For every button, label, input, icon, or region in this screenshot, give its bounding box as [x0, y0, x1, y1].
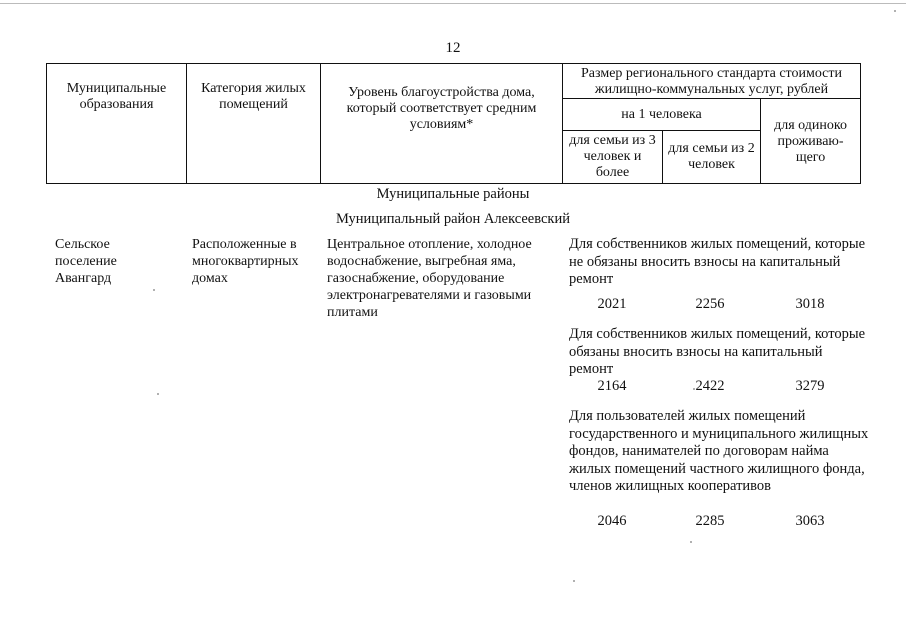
- header-municipal-formations: Муниципальные образования: [47, 64, 187, 184]
- amenity-level-cell: Центральное отопление, холодное водоснабжение, выгребная яма, газоснабжение, оборудование электронагревателями и газовыми плитами: [327, 237, 532, 320]
- scan-speck: [690, 541, 692, 543]
- value-single: 3279: [795, 378, 825, 394]
- header-family-2: для семьи из 2 человек: [663, 131, 761, 184]
- value-single: 3018: [795, 296, 825, 312]
- header-housing-category: Категория жилых помещений: [187, 64, 321, 184]
- scan-speck: [153, 289, 155, 291]
- value-family-3-plus: 2046: [597, 513, 627, 529]
- header-table: [46, 63, 861, 184]
- district-title: Муниципальный район Алексеевский: [335, 211, 571, 227]
- value-family-3-plus: 2164: [597, 378, 627, 394]
- municipality-cell: Сельское поселение Авангард: [55, 237, 117, 286]
- value-family-3-plus: 2021: [597, 296, 627, 312]
- header-amenity-level: Уровень благоустройства дома, который соответствует средним условиям*: [321, 64, 563, 184]
- page-number: 12: [445, 40, 461, 56]
- value-family-2: 2256: [695, 296, 725, 312]
- value-family-2: 2285: [695, 513, 725, 529]
- section-title: Муниципальные районы: [376, 186, 530, 202]
- scan-speck: [894, 10, 896, 12]
- value-family-2: 2422: [695, 378, 725, 394]
- header-per-person: на 1 человека: [563, 99, 761, 131]
- value-single: 3063: [795, 513, 825, 529]
- scan-edge-line: [0, 3, 906, 4]
- group-label: Для собственников жилых помещений, которые обязаны вносить взносы на капитальный ремонт: [569, 326, 866, 377]
- scan-speck: [573, 580, 575, 582]
- header-single-resident: для одиноко проживаю-щего: [761, 99, 861, 184]
- header-regional-standard: Размер регионального стандарта стоимости жилищно-коммунальных услуг, рублей: [563, 64, 861, 99]
- group-label: Для пользователей жилых помещений государственного и муниципального жилищных фондов, нанимателей по договорам найма жилых помещений частного жилищного фонда, членов жилищных кооперативов: [569, 408, 869, 494]
- category-cell: Расположенные в многоквартирных домах: [192, 237, 299, 286]
- header-family-3-plus: для семьи из 3 человек и более: [563, 131, 663, 184]
- scan-speck: [157, 393, 159, 395]
- group-label: Для собственников жилых помещений, которые не обязаны вносить взносы на капитальный ремонт: [569, 236, 866, 287]
- scan-speck: [693, 388, 695, 390]
